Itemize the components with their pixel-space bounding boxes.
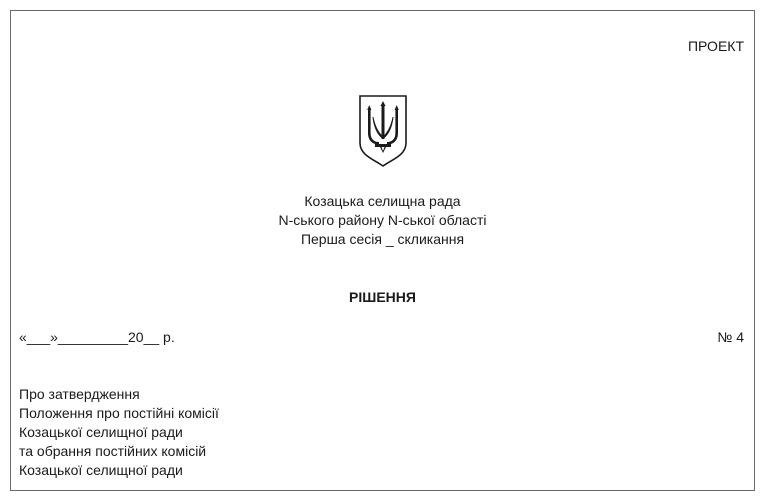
document-title: РІШЕННЯ [349, 289, 416, 305]
session-info: Перша сесія _ скликання [300, 231, 465, 247]
subject-line: Козацької селищної ради [19, 462, 183, 478]
decision-subject [19, 385, 219, 480]
subject-line: Козацької селищної ради [19, 424, 183, 440]
document-number: № 4 [717, 329, 744, 345]
subject-line: та обрання постійних комісій [19, 443, 207, 459]
council-name: Козацька селищна рада [304, 193, 461, 209]
trident-coat-of-arms-icon [357, 95, 409, 167]
document-page [10, 10, 755, 491]
date-line: «___»_________20__ р. [19, 329, 175, 345]
council-header [11, 192, 754, 249]
council-district: N-ського району N-ської області [278, 212, 487, 228]
draft-status-label: ПРОЕКТ [687, 38, 744, 54]
subject-line: Про затвердження [19, 386, 140, 402]
subject-line: Положення про постійні комісії [19, 405, 219, 421]
